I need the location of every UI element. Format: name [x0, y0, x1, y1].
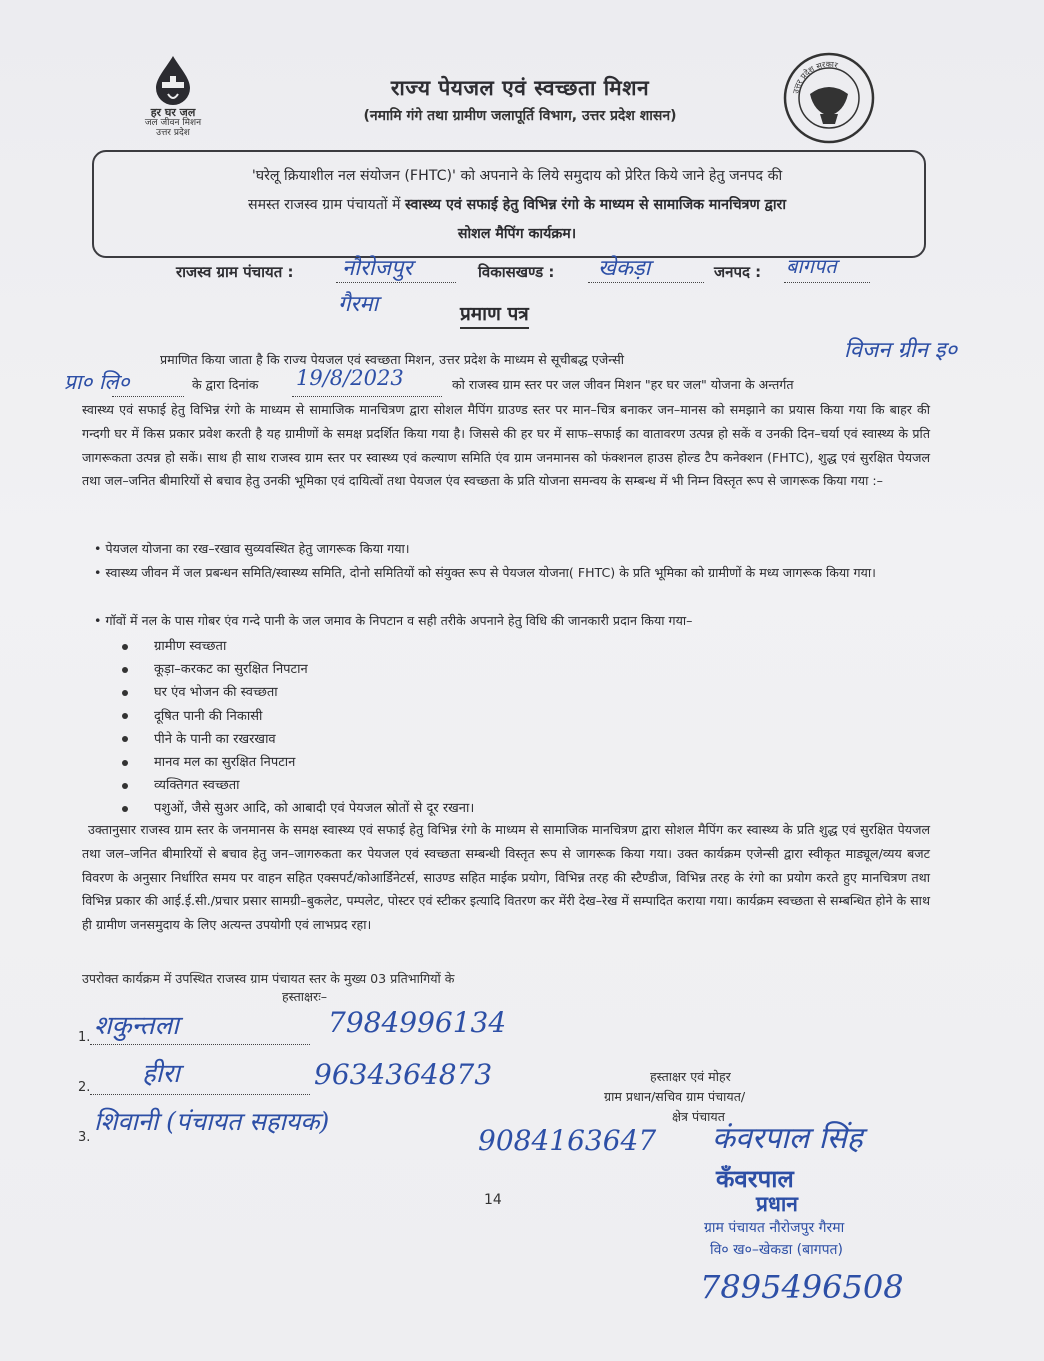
stamp-gram-panchayat: ग्राम पंचायत नौरोजपुर गैरमा [704, 1220, 845, 1236]
block-label: विकासखण्ड : [478, 263, 555, 281]
sub-item: पीने के पानी का रखरखाव [122, 728, 882, 751]
stamp-role: प्रधान [756, 1192, 798, 1216]
signature-row-3-num: 3. [78, 1130, 91, 1145]
signature-row-1-name: शकुन्तला [94, 1011, 179, 1041]
seal-label-2: ग्राम प्रधान/सचिव ग्राम पंचायत/ [604, 1089, 746, 1104]
stamp-phone: 7895496508 [700, 1268, 904, 1306]
seal-label-3: क्षेत्र पंचायत [672, 1109, 725, 1124]
participants-intro-2: हस्ताक्षरः– [282, 989, 328, 1004]
signature-row-1-phone: 7984996134 [328, 1006, 507, 1039]
gram-panchayat-value-2: गैरमा [338, 292, 379, 317]
gram-panchayat-value: नौरोजपुर [342, 256, 413, 281]
gram-panchayat-label: राजस्व ग्राम पंचायत : [176, 263, 294, 281]
program-title-text [108, 162, 926, 249]
signature-row-2-line [90, 1076, 310, 1095]
agency-name-handwritten-2: प्रा० लि० [64, 370, 130, 394]
signature-row-3-name: शिवानी (पंचायत सहायक) [94, 1107, 330, 1136]
emblem-icon [780, 48, 878, 144]
sub-item: व्यक्तिगत स्वच्छता [122, 774, 882, 797]
seal-label-1: हस्ताक्षर एवं मोहर [650, 1069, 731, 1084]
agency-field [112, 376, 184, 397]
sub-item: दूषित पानी की निकासी [122, 705, 882, 728]
bullet-2-text: स्वास्थ्य जीवन में जल प्रबन्धन समिति/स्वास्थ्य समिति, दोनो समितियों को संयुक्त रूप से पेयजल योजना( FHTC) के प्रति भूमिका को ग्रामीणों के मध्य जागरूक किया गया। [105, 565, 876, 580]
para1-line1: प्रमाणित किया जाता है कि राज्य पेयजल एवं स्वच्छता मिशन, उत्तर प्रदेश के माध्यम से सूचीबद्ध एजेन्सी [160, 352, 624, 367]
block-value: खेकड़ा [598, 256, 651, 281]
certificate-title: प्रमाण पत्र [460, 300, 529, 329]
signature-row-2-phone: 9634364873 [314, 1058, 493, 1091]
date-handwritten: 19/8/2023 [296, 366, 404, 390]
signature-row-3-phone: 9084163647 [478, 1124, 657, 1157]
up-government-emblem [780, 48, 878, 144]
sub-item: पशुओं, जैसे सुअर आदि, को आबादी एवं पेयजल स्रोतों से दूर रखना। [122, 797, 882, 820]
bullet-3: • गॉवों में नल के पास गोबर एंव गन्दे पानी के जल जमाव के निपटान व सही तरीके अपनाने हेतु विधि की जानकारी प्रदान किया गया– [94, 613, 693, 628]
para2-body: उक्तानुसार राजस्व ग्राम स्तर के जनमानस के समक्ष स्वास्थ्य एवं सफाई हेतु विभिन्न रंगो के माध्यम से सामाजिक मानचित्रण द्वारा सोशल मैपिंग कर स्वास्थ्य के प्रति शुद्ध एवं सुरक्षित पेयजल तथा जल–जनित बीमारियों से बचाव हेतु जन–जागरुकता कर पेयजल एवं स्वच्छता सम्बन्धी विस्तृत रूप से जागरूक किया गया। उक्त कार्यक्रम एजेन्सी द्वारा स्वीकृत माड्यूल/व्यय बजट विवरण के अनुसार निर्धारित समय पर वाहन सहित एक्सपर्ट/कोआर्डिनेटर्स, साउण्ड सहित माईक प्रयोग, विभिन्न तरह की स्टैण्डीज, विभिन्न तरह के रंगो का प्रयोग करते हुए मानचित्रण तथा विभिन्न प्रकार की आई.ई.सी./प्रचार प्रसार सामग्री–बुकलेट, पम्पलेट, पोस्टर एवं स्टीकर इत्यादि वितरण कर मेंरी देख–रेख में सम्पादित कराया गया। कार्यक्रम स्वच्छता से सम्बन्धित होने के साथ ही ग्रामीण जनसमुदाय के लिए अत्यन्त उपयोगी एवं लाभप्रद रहा। [82, 822, 930, 933]
logo-caption-2: जल जीवन मिशन [144, 118, 202, 128]
water-tap-icon [128, 52, 218, 110]
program-line-2-bold: स्वास्थ्य एवं सफाई हेतु विभिन्न रंगो के माध्यम से सामाजिक मानचित्रण द्वारा [405, 197, 786, 213]
para1-date-label: के द्वारा दिनांक [192, 377, 259, 392]
program-line-1: 'घरेलू क्रियाशील नल संयोजन (FHTC)' को अपनाने के लिये समुदाय को प्रेरित किये जाने हेतु जनपद की [251, 168, 783, 184]
para1-line2-rest: को राजस्व ग्राम स्तर पर जल जीवन मिशन "हर घर जल" योजना के अन्तर्गत [452, 377, 794, 392]
stamp-block: वि० ख०–खेकडा (बागपत) [710, 1242, 843, 1258]
header-title: राज्य पेयजल एवं स्वच्छता मिशन [390, 76, 650, 100]
participants-intro [82, 970, 602, 1006]
bullet-1: • पेयजल योजना का रख–रखाव सुव्यवस्थित हेतु जागरूक किया गया। [94, 541, 410, 556]
program-line-3: सोशल मैपिंग कार्यक्रम। [457, 226, 577, 242]
logo-caption-3: उत्तर प्रदेश [156, 128, 190, 138]
district-label: जनपद : [714, 263, 762, 281]
district-value: बागपत [786, 254, 837, 278]
page-number: 14 [484, 1192, 502, 1208]
para1-body: स्वास्थ्य एवं सफाई हेतु विभिन्न रंगो के माध्यम से सामाजिक मानचित्रण द्वारा सोशल मैपिंग ग्राउण्ड स्तर पर मान–चित्र बनाकर जन–मानस को समझाने का प्रयास किया गया कि बाहर की गन्दगी घर में किस प्रकार प्रवेश करती है यह ग्रामीणों के समक्ष प्रदर्शित किया गया है। जिससे की हर घर में साफ–सफाई का वातावरण उत्पन्न हो सकें व उनकी दिन–चर्या एवं स्वास्थ्य के प्रति जागरूकता उत्पन्न हो सकें। साथ ही साथ राजस्व ग्राम स्तर पर स्वास्थ्य एवं कल्याण समिति एंव ग्राम जनमानस को फंक्शनल हाउस होल्ड टैप कनेक्शन (FHTC), शुद्ध एवं सुरक्षित पेयजल तथा जल–जनित बीमारियों से बचाव हेतु उनकी भूमिका एवं दायित्वों तथा पेयजल एंव स्वच्छता के प्रति योजना समन्वय के सम्बन्ध में भी निम्न विस्तृत रूप से जागरूक किया गया :– [82, 402, 930, 489]
sub-item: मानव मल का सुरक्षित निपटान [122, 751, 882, 774]
pradhan-signature: कंवरपाल सिंह [712, 1121, 863, 1156]
header-subtitle: (नमामि गंगे तथा ग्रामीण जलापूर्ति विभाग, उत्तर प्रदेश शासन) [363, 108, 677, 124]
har-ghar-jal-logo [128, 52, 218, 136]
participants-intro-1: उपरोक्त कार्यक्रम में उपस्थित राजस्व ग्राम पंचायत स्तर के मुख्य 03 प्रतिभागियों के [82, 971, 455, 986]
bullet-2: • स्वास्थ्य जीवन में जल प्रबन्धन समिति/स्वास्थ्य समिति, दोनो समितियों को संयुक्त रूप से पेयजल योजना( FHTC) के प्रति भूमिका को ग्रामीणों के मध्य जागरूक किया गया। [94, 565, 876, 580]
sub-list [122, 635, 882, 821]
signature-row-1-num: 1. [78, 1030, 91, 1045]
bullet-1-text: पेयजल योजना का रख–रखाव सुव्यवस्थित हेतु जागरूक किया गया। [105, 541, 410, 556]
sub-item: ग्रामीण स्वच्छता [122, 635, 882, 658]
program-line-2: समस्त राजस्व ग्राम पंचायतों में [247, 197, 406, 213]
agency-name-handwritten: विजन ग्रीन इ० [844, 338, 958, 363]
svg-text:उत्तर प्रदेश सरकार: उत्तर प्रदेश सरकार [791, 59, 839, 95]
logo-caption-1: हर घर जल [150, 106, 196, 119]
signature-row-2-name: हीरा [142, 1059, 180, 1089]
stamp-name: कँवरपाल [716, 1165, 794, 1193]
sub-item: कूड़ा–करकट का सुरक्षित निपटान [122, 658, 882, 681]
signature-row-2-num: 2. [78, 1080, 91, 1095]
bullet-3-text: गॉवों में नल के पास गोबर एंव गन्दे पानी के जल जमाव के निपटान व सही तरीके अपनाने हेतु विधि की जानकारी प्रदान किया गया– [105, 613, 693, 628]
sub-item: घर एंव भोजन की स्वच्छता [122, 681, 882, 704]
